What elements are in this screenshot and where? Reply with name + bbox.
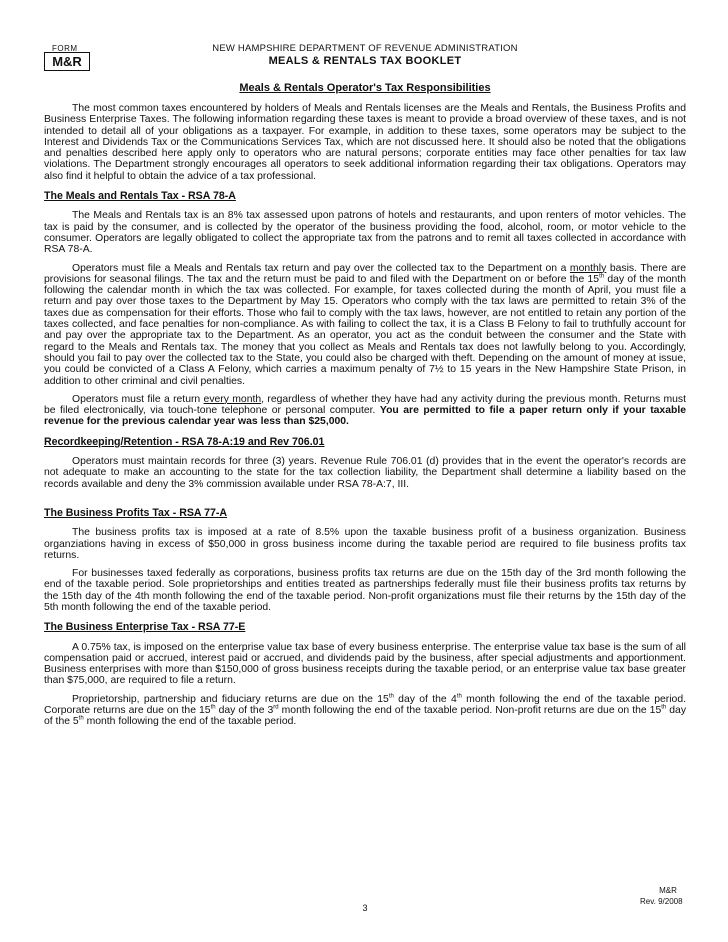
ordinal-suffix: rd — [273, 704, 279, 711]
text-run: Operators must file a Meals and Rentals tax return and pay over the collected tax to the Department on a — [72, 262, 570, 274]
text-run: month following the end of the taxable period. Non-profit returns are due on the 15 — [278, 705, 662, 717]
ordinal-suffix: th — [599, 273, 605, 280]
text-run: day of the 5 — [44, 705, 687, 728]
text-run: month following the end of the taxable period. — [83, 716, 297, 728]
form-label: FORM — [52, 44, 78, 53]
footer-revision: Rev. 9/2008 — [640, 897, 683, 906]
page-number: 3 — [362, 903, 368, 913]
ordinal-suffix: th — [661, 704, 667, 711]
ordinal-suffix: th — [210, 704, 216, 711]
recordkeeping-paragraph: Operators must maintain records for three (3) years. Revenue Rule 706.01 (d) provides that in the event the operator's records are not adequate to make an accounting to the state for the tax collection liability, the Department shall determine a liability based on the records available and deny the 3% commission available under RSA 78-A:7, III. — [44, 456, 686, 490]
text-run: day of the month following the calendar month in which the tax was collected. For example, for taxes collected during the month of April, you must file a return and pay over those taxes to the Department by May 15. Operators who comply with the tax laws are permitted to retain 3% of the taxes due as compensation for their efforts. Those who fail to comply with the tax laws, however, are not entitled to retain any portion of the taxes collected, and face penalties for non-compliance. As with failing to collect the tax, it is a Class B Felony to fail to truthfully account for and pay over the appropriate tax to the Department. As an operator, you act as the conduit between the consumer and the State with regard to the Meals and Rentals tax. The money that you collect as Meals and Rentals tax does not lawfully belong to you. Accordingly, should you fail to pay over the collected tax to the State, you could also be charged with theft. Depending on the amount of money at issue, you could be convicted of a Class A Felony, which carries a maximum penalty of 7½ to 15 years in the New Hampshire State Prison, in addition to other criminal and civil penalties. — [44, 273, 686, 387]
business-profits-paragraph-2: For businesses taxed federally as corporations, business profits tax returns are due on the 15th day of the 3rd month following the end of the taxable period. Sole proprietorships and entities treated as partnerships federally must file their business profits tax returns by the 15th day of the 4th month following the end of the taxable period. Non-profit organizations must file their returns by the 15th day of the 5th month following the end of the taxable period. — [44, 568, 686, 613]
agency-name: NEW HAMPSHIRE DEPARTMENT OF REVENUE ADMINISTRATION — [212, 43, 518, 54]
recordkeeping-heading: Recordkeeping/Retention - RSA 78-A:19 and Rev 706.01 — [44, 435, 325, 448]
text-run: month following the end of the taxable period. Corporate returns are due on the 15 — [44, 693, 686, 717]
business-enterprise-heading: The Business Enterprise Tax - RSA 77-E — [44, 621, 246, 634]
text-run: day of the 3 — [215, 705, 274, 717]
form-code-box: M&R — [44, 52, 90, 71]
meals-tax-heading: The Meals and Rentals Tax - RSA 78-A — [44, 190, 236, 203]
footer-form-code: M&R — [659, 886, 677, 895]
text-run: Operators must file a return — [72, 393, 204, 405]
page-title: Meals & Rentals Operator's Tax Responsibilities — [239, 82, 491, 94]
meals-tax-paragraph-2 — [44, 263, 686, 387]
text-run: basis. There are provisions for seasonal filings. The tax and the return must be paid to and filed with the Department on or before the 15 — [44, 262, 687, 285]
business-profits-paragraph-1: The business profits tax is imposed at a rate of 8.5% upon the taxable business profit of a business organization. Business organziations having in excess of $50,000 in gross business income during the taxable period are required to file business profits tax returns. — [44, 527, 686, 561]
text-run: day of the 4 — [393, 693, 457, 705]
emphasis-monthly: monthly — [569, 262, 607, 274]
ordinal-suffix: th — [78, 715, 84, 722]
paper-return-notice: You are permitted to file a paper return only if your taxable revenue for the previous calendar year was less than $25,000. — [44, 405, 687, 428]
meals-tax-paragraph-1: The Meals and Rentals tax is an 8% tax assessed upon patrons of hotels and restaurants, and upon renters of motor vehicles. The tax is paid by the consumer, and is collected by the operator of the business providing the food, alcohol, room, or motor vehicle to the consumer. Operators are legally obligated to collect the appropriate tax from the patrons and to remit all taxes collected in accordance with RSA 78-A. — [44, 210, 686, 256]
ordinal-suffix: th — [456, 693, 462, 700]
ordinal-suffix: th — [388, 693, 394, 700]
business-enterprise-paragraph-1: A 0.75% tax, is imposed on the enterprise value tax base of every business enterprise. The enterprise value tax base is the sum of all compensation paid or accrued, interest paid or accrued, and dividends paid by the business, after special adjustments and apportionment. Business enterprises with more than $150,000 of gross business receipts during the taxable period, or an enterprise value tax base greater than $75,000, are required to file a return. — [44, 641, 686, 687]
meals-tax-paragraph-3 — [44, 394, 686, 428]
emphasis-every-month: every month — [203, 393, 262, 405]
business-enterprise-paragraph-2 — [44, 694, 686, 728]
document-body — [44, 103, 686, 728]
text-run: , regardless of whether they have had any activity during the previous month. Returns must be filed electronically, via touch-tone telephone or personal computer. — [44, 393, 687, 417]
intro-paragraph: The most common taxes encountered by holders of Meals and Rentals licenses are the Meals and Rentals, the Business Profits and Business Enterprise Taxes. The following information regarding these taxes is meant to provide a broad overview of these taxes, and is not intended to detail all of your obligations as a taxpayer. For example, in addition to these taxes, some operators may be subject to the Interest and Dividends Tax or the Communications Services Tax, which are not discussed here. It should also be noted that the obligations and penalties described here apply only to operators who are natural persons; corporate entities may face other penalties for tax law violations. The Department strongly encourages all operators to seek additional information regarding their tax obligations. Operators may also find it helpful to obtain the advice of a tax professional. — [44, 103, 686, 182]
text-run: Proprietorship, partnership and fiduciary returns are due on the 15 — [72, 693, 389, 705]
business-profits-heading: The Business Profits Tax - RSA 77-A — [44, 506, 228, 519]
booklet-title: MEALS & RENTALS TAX BOOKLET — [268, 55, 462, 67]
